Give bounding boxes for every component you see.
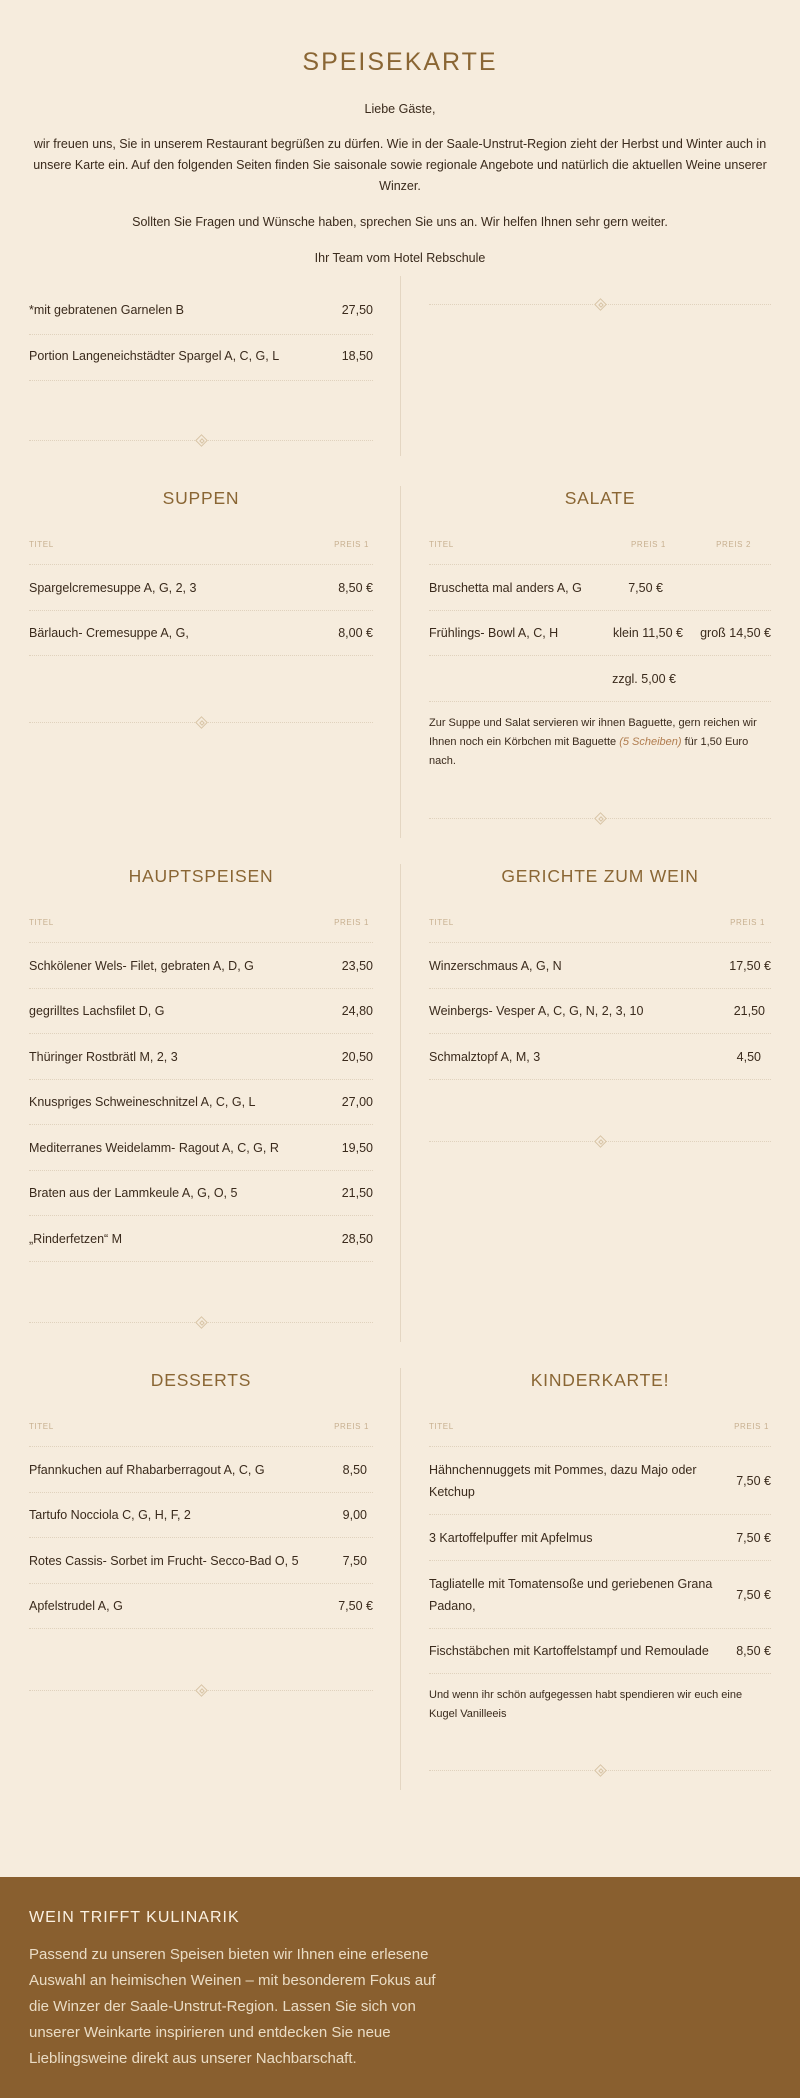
item-name: „Rinderfetzen“ M (29, 1232, 123, 1246)
item-name: Fischstäbchen mit Kartoffelstampf und Remoulade (429, 1644, 709, 1658)
row-separator (29, 1628, 373, 1629)
page-title: SPEISEKARTE (302, 48, 498, 76)
column-divider (400, 864, 401, 1342)
row-separator (29, 1583, 373, 1584)
item-price: 20,50 (341, 1050, 373, 1064)
row-separator (29, 610, 373, 611)
item-name: Bruschetta mal anders A, G (429, 581, 582, 595)
footer-wine-section (0, 1877, 800, 2098)
item-name: Apfelstrudel A, G (29, 1599, 123, 1613)
item-price: 7,50 € (736, 1588, 771, 1602)
item-price: 8,50 € (736, 1644, 771, 1658)
item-price: 23,50 (341, 959, 373, 973)
row-separator (29, 655, 373, 656)
desserts-kinder-row (29, 1368, 771, 1790)
item-price: 8,00 € (338, 626, 373, 640)
item-name: Schkölener Wels- Filet, gebraten A, D, G (29, 959, 254, 973)
intro-paragraph: wir freuen uns, Sie in unserem Restaurant begrüßen zu dürfen. Wie in der Saale-Unstrut-Region zieht der Herbst und Winter auch in unsere Karte ein. Auf den folgenden Seiten finden Sie saisonale sowie regionale Angebote und natürlich die aktuellen Weine unserer Winzer. (33, 137, 767, 193)
section-divider (429, 298, 771, 310)
note-emphasis: (5 Scheiben) (619, 736, 682, 748)
item-price: 7,50 € (736, 1531, 771, 1545)
kinder-note: Und wenn ihr schön aufgegessen habt spendieren wir euch eine Kugel Vanilleeis (429, 1689, 743, 1720)
section-divider (29, 716, 373, 728)
row-separator (29, 564, 373, 565)
item-price: 24,80 (341, 1004, 373, 1018)
row-separator (29, 1215, 373, 1216)
item-name: Frühlings- Bowl A, C, H (429, 626, 559, 640)
row-separator (429, 701, 771, 702)
specials-right-column (429, 276, 771, 456)
section-title: GERICHTE ZUM WEIN (501, 866, 699, 886)
diamond-ornament-icon (195, 716, 207, 728)
diamond-ornament-icon (195, 434, 207, 446)
menu-item (429, 1459, 771, 1503)
column-header-title: TITEL (29, 1422, 54, 1431)
column-header-price: PREIS 1 (334, 1422, 369, 1431)
section-divider (429, 812, 771, 824)
item-name: Knuspriges Schweineschnitzel A, C, G, L (29, 1095, 256, 1109)
section-divider (29, 1316, 373, 1328)
item-price: 9,00 (342, 1508, 367, 1522)
row-separator (429, 1673, 771, 1674)
menu-item (429, 1573, 771, 1617)
row-separator (29, 334, 373, 335)
note-text: Zur Suppe und Salat servieren wir ihnen Baguette, gern reichen wir Ihnen noch ein Körbchen mit Baguette (429, 717, 757, 748)
row-separator (29, 942, 373, 943)
footer-title: WEIN TRIFFT KULINARIK (29, 1909, 240, 1926)
row-separator (29, 1537, 373, 1538)
section-title: SALATE (564, 488, 636, 508)
item-price: 19,50 (341, 1141, 373, 1155)
row-separator (29, 988, 373, 989)
item-name: Bärlauch- Cremesuppe A, G, (29, 626, 189, 640)
row-separator (429, 988, 771, 989)
suppen-salate-row (29, 486, 771, 838)
item-name: Mediterranes Weidelamm- Ragout A, C, G, R (29, 1141, 279, 1155)
item-price: 7,50 € (338, 1599, 373, 1613)
row-separator (29, 1079, 373, 1080)
signature: Ihr Team vom Hotel Rebschule (314, 251, 486, 265)
item-name: Hähnchennuggets mit Pommes, dazu Majo oder Ketchup (429, 1463, 697, 1499)
desserts-section (29, 1368, 373, 1790)
item-name: Tartufo Nocciola C, G, H, F, 2 (29, 1508, 191, 1522)
row-separator (429, 655, 771, 656)
row-separator (429, 1628, 771, 1629)
wein-section (429, 864, 771, 1342)
row-separator (429, 610, 771, 611)
column-header-title: TITEL (29, 918, 54, 927)
column-divider (400, 486, 401, 838)
row-separator (429, 1514, 771, 1515)
kinder-section (429, 1368, 771, 1790)
diamond-ornament-icon (594, 1764, 606, 1776)
item-name: Tagliatelle mit Tomatensoße und geriebenen Grana Padano, (429, 1577, 713, 1613)
item-name: Portion Langeneichstädter Spargel A, C, G, L (29, 349, 280, 363)
column-header-price-1: PREIS 1 (631, 540, 666, 549)
diamond-ornament-icon (594, 1135, 606, 1147)
item-price: 21,50 (733, 1004, 765, 1018)
column-header-title: TITEL (429, 540, 454, 549)
row-separator (29, 1033, 373, 1034)
specials-row (29, 276, 771, 456)
note-text-end: für 1,50 Euro nach. (429, 736, 749, 767)
item-price: 27,00 (341, 1095, 373, 1109)
column-header-title: TITEL (429, 1422, 454, 1431)
item-name: 3 Kartoffelpuffer mit Apfelmus (429, 1531, 593, 1545)
item-name: gegrilltes Lachsfilet D, G (29, 1004, 165, 1018)
item-name: Rotes Cassis- Sorbet im Frucht- Secco-Bad O, 5 (29, 1554, 299, 1568)
section-title: KINDERKARTE! (530, 1370, 670, 1390)
row-separator (29, 1261, 373, 1262)
item-surcharge: zzgl. 5,00 € (612, 672, 676, 686)
item-price: 4,50 (736, 1050, 761, 1064)
column-header-price: PREIS 1 (334, 918, 369, 927)
hauptspeisen-wein-row (29, 864, 771, 1342)
row-separator (29, 380, 373, 381)
item-price: 18,50 (341, 349, 373, 363)
section-title: SUPPEN (162, 488, 240, 508)
baguette-note (429, 714, 771, 771)
diamond-ornament-icon (195, 1316, 207, 1328)
item-price: 17,50 € (729, 959, 771, 973)
item-price: 28,50 (341, 1232, 373, 1246)
diamond-ornament-icon (195, 1684, 207, 1696)
row-separator (29, 1492, 373, 1493)
suppen-section (29, 486, 373, 838)
salate-section (429, 486, 771, 838)
column-header-price: PREIS 1 (734, 1422, 769, 1431)
row-separator (429, 564, 771, 565)
item-price: 27,50 (341, 303, 373, 317)
row-separator (429, 1033, 771, 1034)
hauptspeisen-section (29, 864, 373, 1342)
section-divider (29, 434, 373, 446)
footer-text: Passend zu unseren Speisen bieten wir Ihnen eine erlesene Auswahl an heimischen Weinen – mit besonderem Fokus auf die Winzer der Saale-Unstrut-Region. Lassen Sie sich von unserer Weinkarte inspirieren und entdecken Sie neue Lieblingsweine direkt aus unserer Nachbarschaft. (29, 1946, 436, 2067)
item-name: Thüringer Rostbrätl M, 2, 3 (29, 1050, 178, 1064)
item-price-2: groß 14,50 € (700, 626, 771, 640)
section-divider (429, 1764, 771, 1776)
item-name: *mit gebratenen Garnelen B (29, 303, 184, 317)
column-header-price: PREIS 1 (334, 540, 369, 549)
item-price-1: 7,50 € (628, 581, 663, 595)
item-name: Pfannkuchen auf Rhabarberragout A, C, G (29, 1463, 265, 1477)
item-name: Winzerschmaus A, G, N (429, 959, 562, 973)
item-price-1: klein 11,50 € (613, 626, 683, 640)
column-header-price: PREIS 1 (730, 918, 765, 927)
row-separator (29, 1446, 373, 1447)
column-header-title: TITEL (429, 918, 454, 927)
row-separator (429, 1446, 771, 1447)
item-price: 7,50 (342, 1554, 367, 1568)
section-title: DESSERTS (150, 1370, 252, 1390)
item-name: Braten aus der Lammkeule A, G, O, 5 (29, 1186, 238, 1200)
intro-section (0, 0, 800, 269)
section-divider (29, 1684, 373, 1696)
column-divider (400, 1368, 401, 1790)
item-name: Weinbergs- Vesper A, C, G, N, 2, 3, 10 (429, 1004, 644, 1018)
row-separator (429, 942, 771, 943)
diamond-ornament-icon (594, 812, 606, 824)
row-separator (429, 1560, 771, 1561)
item-price: 7,50 € (736, 1474, 771, 1488)
item-price: 21,50 (341, 1186, 373, 1200)
item-price: 8,50 € (338, 581, 373, 595)
section-divider (429, 1135, 771, 1147)
section-title: HAUPTSPEISEN (128, 866, 274, 886)
row-separator (29, 1170, 373, 1171)
intro-paragraph-2: Sollten Sie Fragen und Wünsche haben, sprechen Sie uns an. Wir helfen Ihnen sehr gern weiter. (132, 215, 668, 229)
row-separator (29, 1124, 373, 1125)
column-header-price-2: PREIS 2 (716, 540, 751, 549)
row-separator (429, 1079, 771, 1080)
column-header-title: TITEL (29, 540, 54, 549)
item-price: 8,50 (342, 1463, 367, 1477)
diamond-ornament-icon (594, 298, 606, 310)
item-name: Schmalztopf A, M, 3 (429, 1050, 541, 1064)
specials-column (29, 276, 373, 456)
greeting: Liebe Gäste, (364, 102, 436, 116)
item-name: Spargelcremesuppe A, G, 2, 3 (29, 581, 197, 595)
column-divider (400, 276, 401, 456)
